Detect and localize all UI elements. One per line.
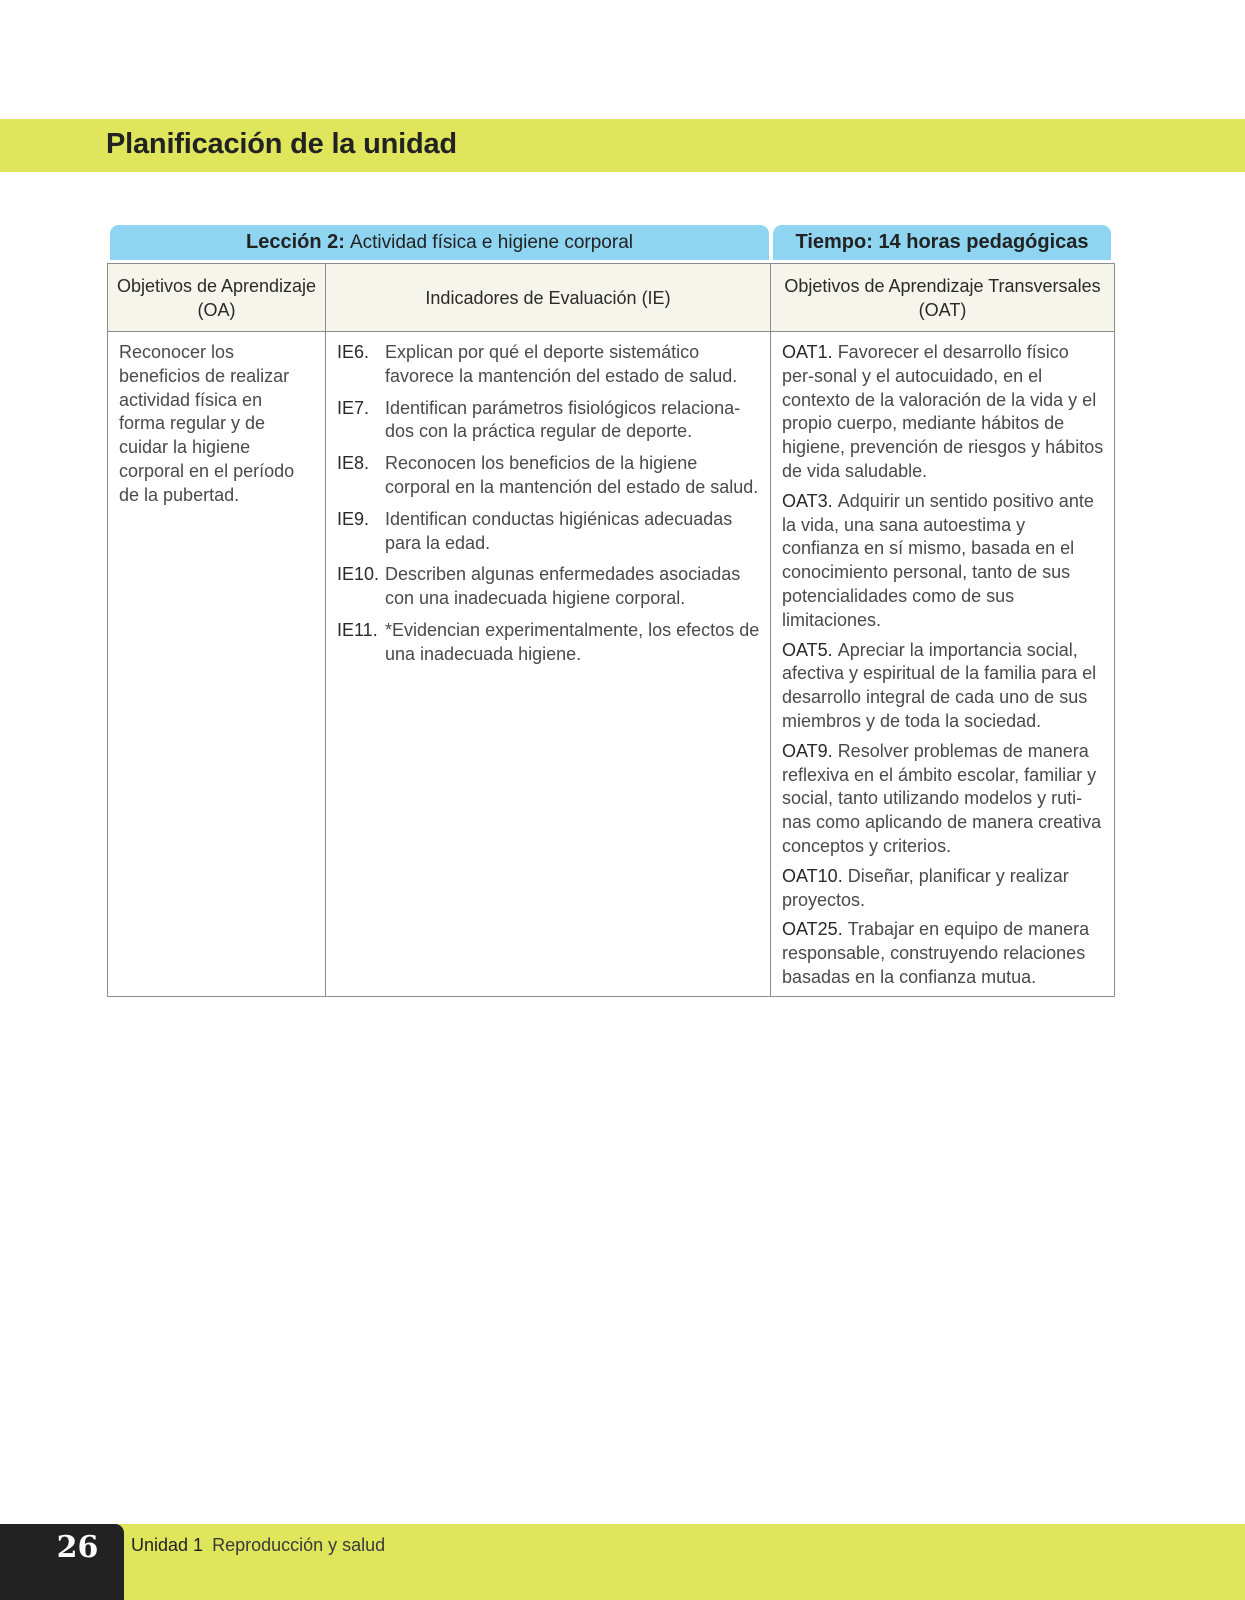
ie-text: Reconocen los beneficios de la higiene corporal en la mantención del estado de salud. <box>385 453 759 497</box>
oa-text: Reconocer los beneficios de realizar actividad física en forma regular y de cuidar la higiene corporal en el período de la pubertad. <box>119 342 295 505</box>
oat-text: Resolver problemas de manera reflexiva en el ámbito escolar, familiar y social, tanto utilizando modelos y ruti-nas como aplicando de manera creativa conceptos y criterios. <box>782 740 1102 856</box>
oat-code: OAT10. <box>782 865 843 886</box>
oat-item <box>782 740 1104 859</box>
ie-text: Identifican conductas higiénicas adecuadas para la edad. <box>385 508 733 553</box>
page-title: Planificación de la unidad <box>106 128 457 160</box>
oat-text: Diseñar, planificar y realizar proyectos. <box>782 865 1069 910</box>
oa-cell <box>108 332 326 997</box>
ie-cell <box>326 332 771 997</box>
oat-cell <box>771 332 1115 997</box>
oat-code: OAT25. <box>782 919 843 940</box>
unit-name: Reproducción y salud <box>212 1535 386 1555</box>
ie-code: IE6. <box>337 342 370 362</box>
oat-code: OAT1. <box>782 342 833 362</box>
ie-item <box>337 397 760 445</box>
footer-unit <box>131 1535 385 1556</box>
table-row <box>108 332 1115 997</box>
lesson-tab <box>110 225 769 260</box>
header-oat: Objetivos de Aprendizaje Transversales (OAT) <box>771 264 1115 332</box>
planning-table <box>107 263 1115 997</box>
ie-code: IE11. <box>337 619 378 640</box>
oat-text: Favorecer el desarrollo físico per-sonal y el autocuidado, en el contexto de la valoración de la vida y el propio cuerpo, mediante hábitos de higiene, prevención de riesgos y hábitos de vida saludable. <box>782 342 1104 481</box>
oat-text: Trabajar en equipo de manera responsable, construyendo relaciones basadas en la confianza mutua. <box>782 919 1090 987</box>
page-number: 26 <box>56 1530 99 1565</box>
oat-item <box>782 639 1104 734</box>
ie-item <box>337 619 760 667</box>
ie-text: *Evidencian experimentalmente, los efectos de una inadecuada higiene. <box>385 619 760 664</box>
oat-text: Adquirir un sentido positivo ante la vida, una sana autoestima y confianza en sí mismo, basada en el conocimiento personal, tanto de sus potencialidades como de sus limitaciones. <box>782 490 1094 630</box>
time-tab: Tiempo: 14 horas pedagógicas <box>773 225 1111 260</box>
lesson-name: Actividad física e higiene corporal <box>349 231 633 253</box>
ie-text: Identifican parámetros fisiológicos relaciona-dos con la práctica regular de deporte. <box>385 397 741 442</box>
table-header-row <box>108 264 1115 332</box>
oat-code: OAT3. <box>782 490 833 511</box>
ie-code: IE7. <box>337 397 370 418</box>
oat-text: Apreciar la importancia social, afectiva y espiritual de la familia para el desarrollo integral de cada uno de sus miembros y de toda la sociedad. <box>782 639 1097 731</box>
header-ie: Indicadores de Evaluación (IE) <box>326 264 771 332</box>
ie-item <box>337 452 760 500</box>
oat-item <box>782 865 1104 913</box>
ie-item <box>337 508 760 556</box>
oat-item <box>782 918 1104 989</box>
ie-code: IE10. <box>337 564 380 585</box>
oat-item <box>782 341 1104 484</box>
header-oa: Objetivos de Aprendizaje (OA) <box>108 264 326 332</box>
oat-code: OAT9. <box>782 740 833 761</box>
ie-item <box>337 563 760 611</box>
ie-code: IE9. <box>337 508 370 529</box>
oat-code: OAT5. <box>782 639 833 660</box>
ie-item <box>337 341 760 389</box>
lesson-label: Lección 2: <box>246 231 345 253</box>
ie-text: Explican por qué el deporte sistemático favorece la mantención del estado de salud. <box>385 342 738 386</box>
ie-text: Describen algunas enfermedades asociadas con una inadecuada higiene corporal. <box>385 564 741 609</box>
unit-label: Unidad 1 <box>131 1535 204 1555</box>
ie-code: IE8. <box>337 453 370 474</box>
oat-item <box>782 490 1104 633</box>
